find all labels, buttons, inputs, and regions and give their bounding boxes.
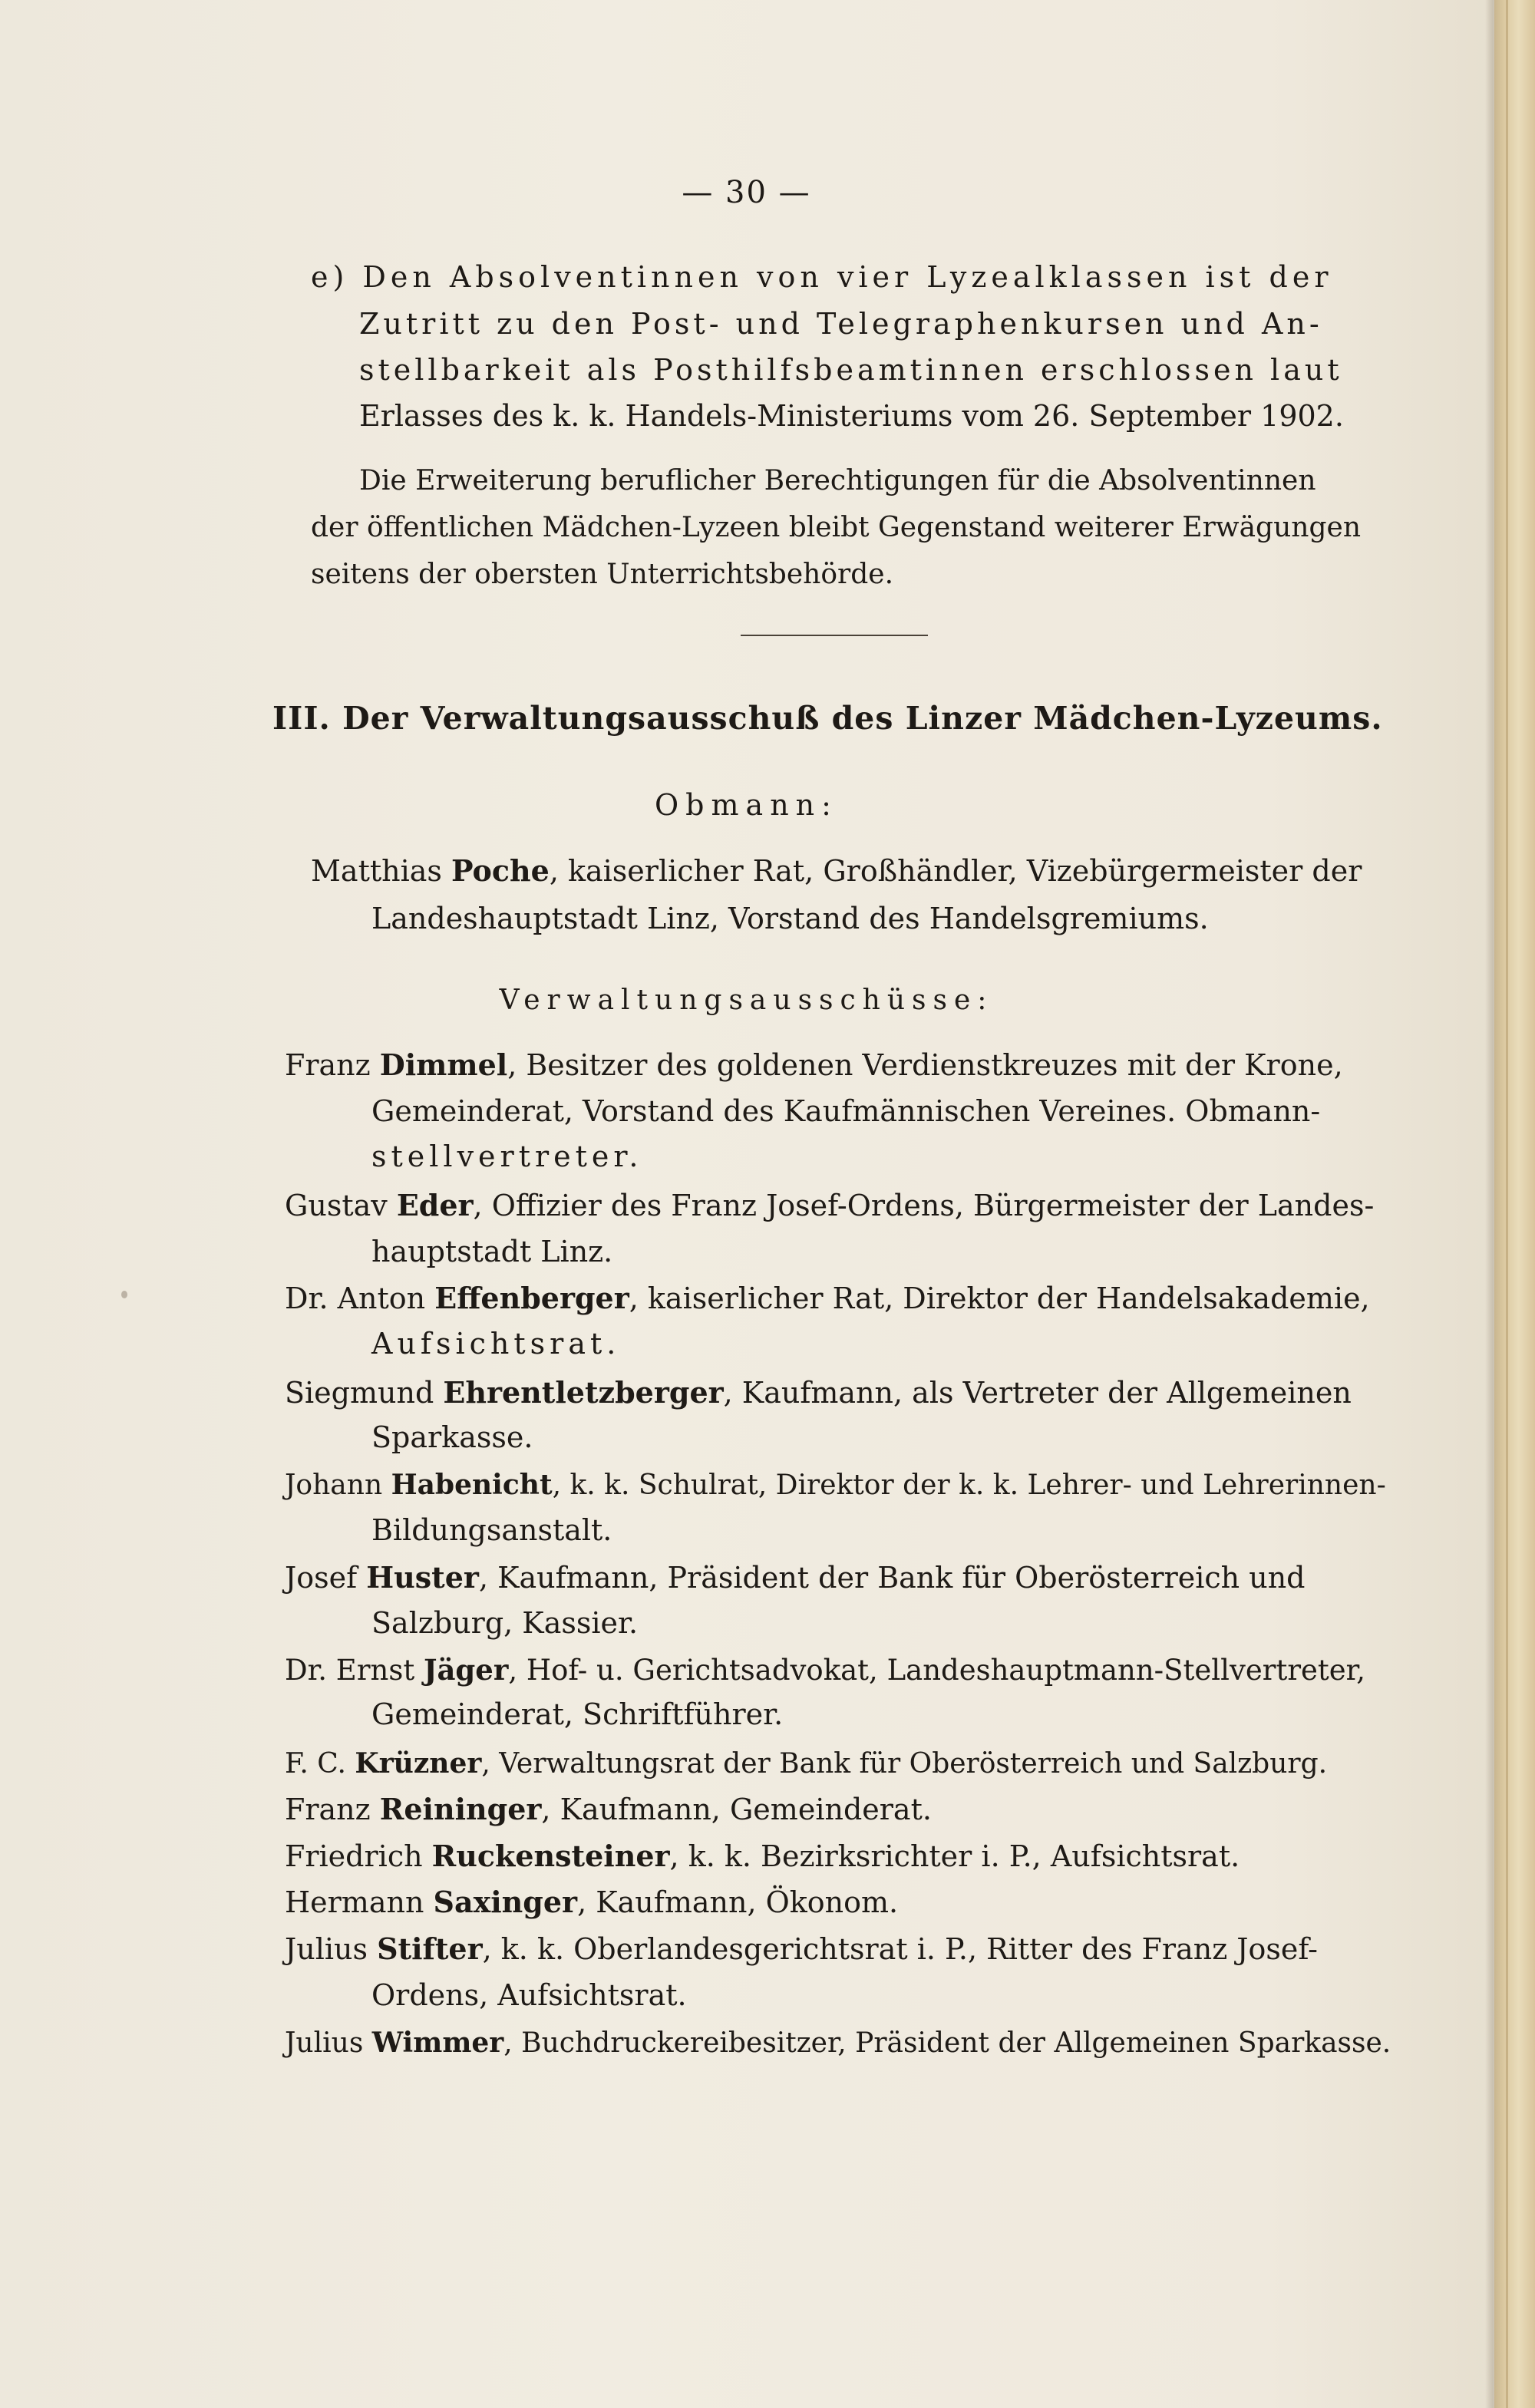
member-surname: Wimmer bbox=[371, 2027, 504, 2059]
member-prefix: Josef bbox=[285, 1561, 367, 1595]
member-prefix: Friedrich bbox=[285, 1839, 432, 1873]
member-prefix: Julius bbox=[285, 2027, 372, 2059]
member-surname: Habenicht bbox=[391, 1469, 553, 1501]
member-prefix: Julius bbox=[285, 1932, 378, 1966]
member-prefix: F. C. bbox=[285, 1748, 355, 1780]
obmann-entry-line-1 bbox=[311, 852, 1362, 890]
member-entry-line bbox=[285, 1651, 1365, 1690]
member-prefix: Gustav bbox=[285, 1189, 397, 1222]
member-entry-line bbox=[285, 1466, 1386, 1505]
member-description: , Verwaltungsrat der Bank für Oberösterreich und Salzburg. bbox=[481, 1748, 1328, 1780]
member-description: , Hof- u. Gerichtsadvokat, Landeshauptmann-Stellvertreter, bbox=[508, 1654, 1366, 1687]
member-prefix: Johann bbox=[285, 1470, 391, 1501]
paragraph-line-3: seitens der obersten Unterrichtsbehörde. bbox=[311, 559, 894, 590]
member-entry-continuation: Salzburg, Kassier. bbox=[371, 1606, 639, 1640]
member-description: , k. k. Schulrat, Direktor der k. k. Lehrer- und Lehrerinnen- bbox=[552, 1470, 1386, 1501]
member-prefix: Franz bbox=[285, 1048, 380, 1082]
page-edge-shadow bbox=[1485, 0, 1494, 2408]
member-prefix: Dr. Anton bbox=[285, 1282, 435, 1315]
section-divider bbox=[741, 635, 928, 636]
member-surname: Huster bbox=[366, 1560, 479, 1595]
section-e-line-1: e) Den Absolventinnen von vier Lyzealklassen ist der bbox=[311, 260, 1333, 294]
member-description: , k. k. Oberlandesgerichtsrat i. P., Ritter des Franz Josef- bbox=[482, 1932, 1318, 1966]
member-entry-line bbox=[285, 1744, 1327, 1783]
member-surname: Reininger bbox=[379, 1792, 542, 1826]
member-description: , kaiserlicher Rat, Großhändler, Vizebürgermeister der bbox=[549, 854, 1362, 888]
member-description: , Kaufmann, Ökonom. bbox=[577, 1885, 899, 1919]
member-prefix: Franz bbox=[285, 1793, 380, 1826]
member-entry-line bbox=[285, 1790, 932, 1829]
member-entry-line bbox=[285, 1559, 1306, 1597]
paragraph-line-2: der öffentlichen Mädchen-Lyzeen bleibt Gegenstand weiterer Erwägungen bbox=[311, 512, 1361, 543]
member-description: , Kaufmann, Präsident der Bank für Oberösterreich und bbox=[478, 1561, 1306, 1595]
member-surname: Stifter bbox=[377, 1931, 483, 1966]
member-prefix: Siegmund bbox=[285, 1376, 444, 1410]
member-entry-continuation: Gemeinderat, Schriftführer. bbox=[371, 1697, 784, 1731]
member-entry-continuation: Ordens, Aufsichtsrat. bbox=[371, 1978, 687, 2012]
member-description: , Kaufmann, als Vertreter der Allgemeinen bbox=[723, 1376, 1352, 1410]
member-surname: Poche bbox=[451, 853, 550, 888]
member-entry-line bbox=[285, 1186, 1374, 1225]
member-entry-continuation: Gemeinderat, Vorstand des Kaufmännischen Vereines. Obmann- bbox=[371, 1094, 1321, 1128]
member-entry-continuation: stellvertreter. bbox=[371, 1140, 643, 1173]
member-prefix: Dr. Ernst bbox=[285, 1654, 424, 1687]
member-surname: Dimmel bbox=[379, 1047, 508, 1082]
committee-label: Verwaltungsausschüsse: bbox=[499, 985, 994, 1016]
member-surname: Effenberger bbox=[434, 1281, 629, 1315]
member-description: , kaiserlicher Rat, Direktor der Handelsakademie, bbox=[629, 1282, 1370, 1315]
member-entry-line bbox=[285, 1279, 1370, 1318]
member-prefix: Matthias bbox=[311, 854, 451, 888]
member-entry-line bbox=[285, 1837, 1240, 1875]
page-number: — 30 — bbox=[682, 175, 811, 210]
member-surname: Saxinger bbox=[433, 1885, 578, 1919]
paragraph-line-1: Die Erweiterung beruflicher Berechtigungen für die Absolventinnen bbox=[359, 465, 1316, 496]
member-surname: Ruckensteiner bbox=[431, 1839, 670, 1873]
member-surname: Ehrentletzberger bbox=[443, 1375, 724, 1410]
member-entry-continuation: Aufsichtsrat. bbox=[371, 1327, 621, 1361]
member-prefix: Hermann bbox=[285, 1885, 434, 1919]
book-gutter bbox=[1494, 0, 1535, 2408]
gutter-line bbox=[1506, 0, 1508, 2408]
member-description: , Offizier des Franz Josef-Ordens, Bürgermeister der Landes- bbox=[473, 1189, 1375, 1222]
member-description: , Besitzer des goldenen Verdienstkreuzes mit der Krone, bbox=[507, 1048, 1343, 1082]
member-entry-continuation: Bildungsanstalt. bbox=[371, 1513, 612, 1547]
obmann-label: Obmann: bbox=[655, 788, 838, 822]
member-entry-line bbox=[285, 1046, 1343, 1084]
member-entry-continuation: hauptstadt Linz. bbox=[371, 1235, 613, 1268]
member-entry-continuation: Sparkasse. bbox=[371, 1420, 533, 1454]
member-description: , Kaufmann, Gemeinderat. bbox=[541, 1793, 932, 1826]
member-entry-line bbox=[285, 1883, 898, 1921]
member-entry-line bbox=[285, 2024, 1391, 2063]
member-description: , k. k. Bezirksrichter i. P., Aufsichtsrat. bbox=[669, 1839, 1240, 1873]
member-entry-line bbox=[285, 1930, 1318, 1968]
obmann-entry-line-2: Landeshauptstadt Linz, Vorstand des Handelsgremiums. bbox=[371, 902, 1209, 935]
member-surname: Eder bbox=[396, 1188, 474, 1222]
member-surname: Krüzner bbox=[355, 1747, 482, 1780]
member-description: , Buchdruckereibesitzer, Präsident der Allgemeinen Sparkasse. bbox=[503, 2027, 1391, 2059]
member-entry-line bbox=[285, 1374, 1352, 1412]
section-e-line-2: Zutritt zu den Post- und Telegraphenkursen und An- bbox=[359, 307, 1323, 341]
paper-speck bbox=[121, 1291, 127, 1298]
section-e-line-3: stellbarkeit als Posthilfsbeamtinnen erschlossen laut bbox=[359, 353, 1343, 387]
section-heading: III. Der Verwaltungsausschuß des Linzer Mädchen-Lyzeums. bbox=[272, 700, 1383, 737]
member-surname: Jäger bbox=[423, 1653, 509, 1687]
section-e-line-4: Erlasses des k. k. Handels-Ministeriums vom 26. September 1902. bbox=[359, 399, 1344, 433]
